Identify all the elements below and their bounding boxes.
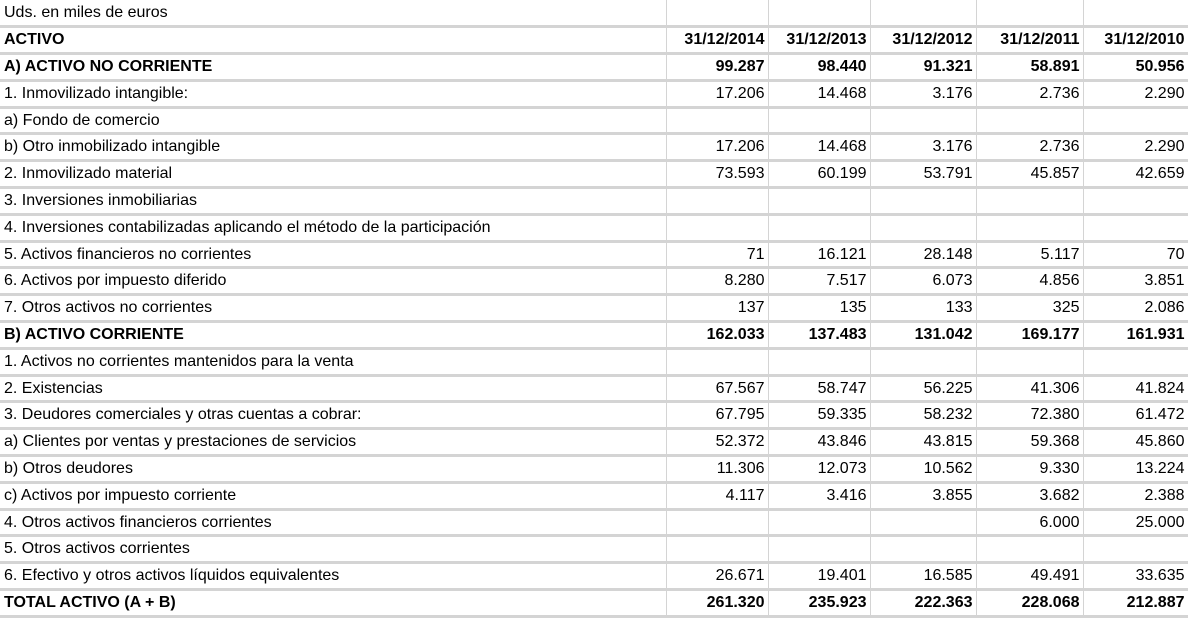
row-label: 1. Activos no corrientes mantenidos para la venta bbox=[0, 348, 666, 375]
header-row bbox=[0, 27, 1188, 54]
row-label: b) Otros deudores bbox=[0, 456, 666, 483]
row-value: 59.368 bbox=[976, 429, 1083, 456]
row-label: 4. Otros activos financieros corrientes bbox=[0, 509, 666, 536]
row-value: 42.659 bbox=[1083, 161, 1188, 188]
row-value: 50.956 bbox=[1083, 54, 1188, 81]
units-empty-cell bbox=[870, 0, 976, 27]
row-value bbox=[870, 348, 976, 375]
row-value: 72.380 bbox=[976, 402, 1083, 429]
row-value bbox=[666, 188, 768, 215]
row-value: 2.388 bbox=[1083, 482, 1188, 509]
row-value: 58.747 bbox=[768, 375, 870, 402]
table-row bbox=[0, 482, 1188, 509]
row-value bbox=[768, 107, 870, 134]
row-value: 235.923 bbox=[768, 590, 870, 617]
units-row bbox=[0, 0, 1188, 27]
row-value: 222.363 bbox=[870, 590, 976, 617]
units-empty-cell bbox=[1083, 0, 1188, 27]
table-row bbox=[0, 429, 1188, 456]
row-value: 17.206 bbox=[666, 134, 768, 161]
row-value bbox=[768, 348, 870, 375]
row-label: b) Otro inmobilizado intangible bbox=[0, 134, 666, 161]
row-value bbox=[976, 348, 1083, 375]
row-value: 43.846 bbox=[768, 429, 870, 456]
row-value: 26.671 bbox=[666, 563, 768, 590]
row-value: 325 bbox=[976, 295, 1083, 322]
header-date: 31/12/2010 bbox=[1083, 27, 1188, 54]
row-value: 58.232 bbox=[870, 402, 976, 429]
row-value bbox=[976, 536, 1083, 563]
row-value: 98.440 bbox=[768, 54, 870, 81]
row-value: 3.855 bbox=[870, 482, 976, 509]
row-value bbox=[870, 536, 976, 563]
row-value: 8.280 bbox=[666, 268, 768, 295]
table-row bbox=[0, 536, 1188, 563]
row-value: 261.320 bbox=[666, 590, 768, 617]
row-value: 49.491 bbox=[976, 563, 1083, 590]
row-value: 99.287 bbox=[666, 54, 768, 81]
row-value: 6.000 bbox=[976, 509, 1083, 536]
table-row bbox=[0, 402, 1188, 429]
row-label: 2. Existencias bbox=[0, 375, 666, 402]
header-date: 31/12/2013 bbox=[768, 27, 870, 54]
row-value: 2.290 bbox=[1083, 80, 1188, 107]
row-value: 14.468 bbox=[768, 80, 870, 107]
table-row bbox=[0, 268, 1188, 295]
row-value: 2.736 bbox=[976, 80, 1083, 107]
row-label: 3. Inversiones inmobiliarias bbox=[0, 188, 666, 215]
row-value: 11.306 bbox=[666, 456, 768, 483]
row-value: 70 bbox=[1083, 241, 1188, 268]
row-value bbox=[1083, 214, 1188, 241]
table-row bbox=[0, 80, 1188, 107]
row-value: 41.306 bbox=[976, 375, 1083, 402]
row-value: 3.176 bbox=[870, 80, 976, 107]
row-value: 12.073 bbox=[768, 456, 870, 483]
row-value bbox=[870, 188, 976, 215]
row-value: 53.791 bbox=[870, 161, 976, 188]
row-value: 3.176 bbox=[870, 134, 976, 161]
row-value: 137 bbox=[666, 295, 768, 322]
row-label: 5. Otros activos corrientes bbox=[0, 536, 666, 563]
row-label: a) Fondo de comercio bbox=[0, 107, 666, 134]
row-label: a) Clientes por ventas y prestaciones de servicios bbox=[0, 429, 666, 456]
row-value: 67.567 bbox=[666, 375, 768, 402]
row-label: 5. Activos financieros no corrientes bbox=[0, 241, 666, 268]
row-value: 67.795 bbox=[666, 402, 768, 429]
row-value bbox=[768, 188, 870, 215]
row-value: 16.121 bbox=[768, 241, 870, 268]
row-value: 41.824 bbox=[1083, 375, 1188, 402]
row-value bbox=[1083, 188, 1188, 215]
row-value: 137.483 bbox=[768, 322, 870, 349]
row-value bbox=[870, 107, 976, 134]
row-value: 3.851 bbox=[1083, 268, 1188, 295]
table-row bbox=[0, 322, 1188, 349]
row-value: 28.148 bbox=[870, 241, 976, 268]
row-value: 61.472 bbox=[1083, 402, 1188, 429]
row-value: 91.321 bbox=[870, 54, 976, 81]
row-label: A) ACTIVO NO CORRIENTE bbox=[0, 54, 666, 81]
row-value: 71 bbox=[666, 241, 768, 268]
row-value: 56.225 bbox=[870, 375, 976, 402]
row-value bbox=[870, 214, 976, 241]
header-label: ACTIVO bbox=[0, 27, 666, 54]
row-label: c) Activos por impuesto corriente bbox=[0, 482, 666, 509]
row-value: 2.290 bbox=[1083, 134, 1188, 161]
row-value bbox=[768, 509, 870, 536]
table-row bbox=[0, 348, 1188, 375]
row-value bbox=[666, 348, 768, 375]
table-row bbox=[0, 241, 1188, 268]
table-row bbox=[0, 107, 1188, 134]
row-label: B) ACTIVO CORRIENTE bbox=[0, 322, 666, 349]
row-value: 162.033 bbox=[666, 322, 768, 349]
row-value: 45.860 bbox=[1083, 429, 1188, 456]
row-value: 59.335 bbox=[768, 402, 870, 429]
row-label: 7. Otros activos no corrientes bbox=[0, 295, 666, 322]
row-value: 7.517 bbox=[768, 268, 870, 295]
row-value: 58.891 bbox=[976, 54, 1083, 81]
row-value: 133 bbox=[870, 295, 976, 322]
row-value: 25.000 bbox=[1083, 509, 1188, 536]
table-row bbox=[0, 161, 1188, 188]
row-value bbox=[1083, 536, 1188, 563]
row-value bbox=[666, 509, 768, 536]
table-row bbox=[0, 134, 1188, 161]
row-value: 4.856 bbox=[976, 268, 1083, 295]
row-value bbox=[768, 214, 870, 241]
row-value: 33.635 bbox=[1083, 563, 1188, 590]
row-value: 14.468 bbox=[768, 134, 870, 161]
table-row bbox=[0, 214, 1188, 241]
row-value bbox=[1083, 107, 1188, 134]
row-value: 16.585 bbox=[870, 563, 976, 590]
row-value: 4.117 bbox=[666, 482, 768, 509]
row-value: 45.857 bbox=[976, 161, 1083, 188]
table-row bbox=[0, 590, 1188, 617]
header-date: 31/12/2011 bbox=[976, 27, 1083, 54]
row-value: 131.042 bbox=[870, 322, 976, 349]
row-value bbox=[768, 536, 870, 563]
row-label: TOTAL ACTIVO (A + B) bbox=[0, 590, 666, 617]
row-value bbox=[976, 107, 1083, 134]
row-value: 2.086 bbox=[1083, 295, 1188, 322]
row-value: 10.562 bbox=[870, 456, 976, 483]
header-date: 31/12/2014 bbox=[666, 27, 768, 54]
row-label: 4. Inversiones contabilizadas aplicando el método de la participación bbox=[0, 214, 666, 241]
row-value: 135 bbox=[768, 295, 870, 322]
row-value: 212.887 bbox=[1083, 590, 1188, 617]
row-label: 6. Efectivo y otros activos líquidos equivalentes bbox=[0, 563, 666, 590]
row-value: 60.199 bbox=[768, 161, 870, 188]
row-value: 19.401 bbox=[768, 563, 870, 590]
table-row bbox=[0, 563, 1188, 590]
row-value: 3.682 bbox=[976, 482, 1083, 509]
units-note: Uds. en miles de euros bbox=[0, 0, 666, 27]
row-label: 2. Inmovilizado material bbox=[0, 161, 666, 188]
row-value: 52.372 bbox=[666, 429, 768, 456]
row-value: 9.330 bbox=[976, 456, 1083, 483]
row-label: 3. Deudores comerciales y otras cuentas a cobrar: bbox=[0, 402, 666, 429]
row-label: 1. Inmovilizado intangible: bbox=[0, 80, 666, 107]
row-value bbox=[976, 188, 1083, 215]
table-row bbox=[0, 54, 1188, 81]
row-value: 73.593 bbox=[666, 161, 768, 188]
row-value bbox=[870, 509, 976, 536]
table-row bbox=[0, 188, 1188, 215]
table-row bbox=[0, 456, 1188, 483]
row-value: 161.931 bbox=[1083, 322, 1188, 349]
table-row bbox=[0, 295, 1188, 322]
units-empty-cell bbox=[976, 0, 1083, 27]
units-empty-cell bbox=[666, 0, 768, 27]
row-value: 5.117 bbox=[976, 241, 1083, 268]
row-value bbox=[976, 214, 1083, 241]
row-value: 17.206 bbox=[666, 80, 768, 107]
row-value: 3.416 bbox=[768, 482, 870, 509]
row-label: 6. Activos por impuesto diferido bbox=[0, 268, 666, 295]
row-value: 43.815 bbox=[870, 429, 976, 456]
row-value: 2.736 bbox=[976, 134, 1083, 161]
row-value bbox=[666, 536, 768, 563]
row-value bbox=[1083, 348, 1188, 375]
row-value: 228.068 bbox=[976, 590, 1083, 617]
header-date: 31/12/2012 bbox=[870, 27, 976, 54]
row-value: 13.224 bbox=[1083, 456, 1188, 483]
table-row bbox=[0, 509, 1188, 536]
row-value: 169.177 bbox=[976, 322, 1083, 349]
units-empty-cell bbox=[768, 0, 870, 27]
row-value bbox=[666, 214, 768, 241]
table-row bbox=[0, 375, 1188, 402]
row-value bbox=[666, 107, 768, 134]
row-value: 6.073 bbox=[870, 268, 976, 295]
